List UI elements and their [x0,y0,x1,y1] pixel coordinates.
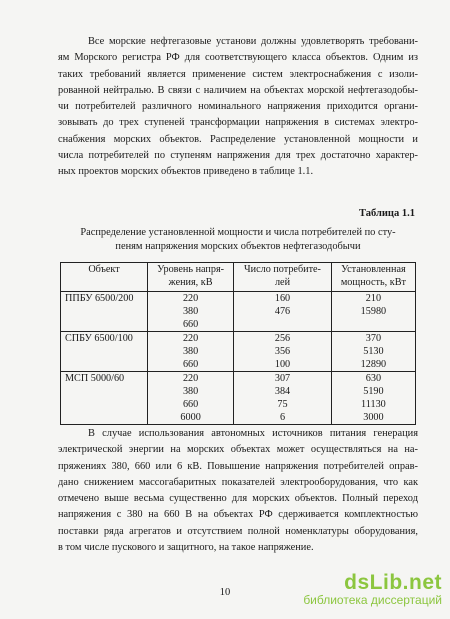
cell-power [331,332,415,372]
cell-value: 660 [182,399,199,410]
paragraph-intro [58,34,418,181]
cell-voltage [148,292,234,332]
header-power [331,263,415,292]
cell-value: 220 [182,373,199,384]
text-line: таких требований является применение систем электроснабжения с изоли- [58,68,418,80]
header-text: мощность, кВт [340,277,406,288]
cell-value: 100 [274,359,291,370]
cell-value: 160 [274,293,291,304]
text-line: электрической энергии на морских объектах может осуществляться на на- [58,444,418,456]
watermark [303,571,442,607]
header-consumers [234,263,332,292]
cell-value: 15980 [360,306,387,317]
cell-value: 630 [365,373,382,384]
table-header-row [61,263,416,292]
cell-consumers [234,372,332,425]
cell-value: 11130 [361,399,386,410]
cell-object: СПБУ 6500/100 [61,332,148,372]
table-label: Таблица 1.1 [359,208,415,219]
cell-value: 660 [182,359,199,370]
cell-value: 384 [274,386,291,397]
cell-value: 6 [279,412,286,423]
cell-voltage [148,372,234,425]
header-text: Установленная [341,264,406,275]
cell-power [331,292,415,332]
cell-consumers [234,292,332,332]
header-text: лей [274,277,291,288]
cell-value: 6000 [180,412,201,423]
caption-line: пеням напряжения морских объектов нефтегазодобычи [115,241,361,252]
text-line: напряжения с 380 на 660 В на объектах РФ сдерживается комплектностью [58,509,418,521]
cell-value: 256 [274,333,291,344]
table-row [61,372,416,425]
caption-line: Распределение установленной мощности и числа потребителей по сту- [80,227,396,238]
cell-value: 210 [365,293,382,304]
text-line: в том числе пускового и защитного, на такое напряжение. [58,542,314,554]
watermark-logo: dsLib.net [344,571,442,594]
text-line: ных проектов морских объектов приведено в таблице 1.1. [58,166,314,178]
paragraph-autonomous-sources [58,426,418,556]
header-object [61,263,148,292]
text-line: зовывать до трех ступеней трансформации напряжения в системах электро- [58,117,418,129]
cell-value: 75 [277,399,288,410]
cell-value: 476 [274,306,291,317]
header-text: Уровень напря- [157,264,225,275]
cell-value: 660 [182,319,199,330]
text-line: Все морские нефтегазовые установи должны удовлетворять требовани- [88,36,418,47]
header-text: Объект [88,264,120,275]
text-line: поставки ряда агрегатов и отсутствием полной номенклатуры оборудования, [58,525,418,537]
cell-value: 307 [274,373,291,384]
cell-voltage [148,332,234,372]
header-voltage [148,263,234,292]
text-line: снабжения морских объектов. Распределение установленной мощности и [58,133,418,145]
cell-value: 356 [274,346,291,357]
text-line: чи потребителей различного номинального напряжения приходится органи- [58,101,418,113]
cell-value: 12890 [360,359,387,370]
text-line: отмечено выше весьма существенно для морских объектов. Полный переход [58,493,418,505]
text-line: числа потребителей по ступеням напряжения для трех достаточно характер- [58,150,418,162]
cell-consumers [234,332,332,372]
table-caption [58,226,418,254]
cell-power [331,372,415,425]
table-row [61,292,416,332]
cell-value: 220 [182,293,199,304]
text-line: дано снижением массогабаритных показателей электрооборудования, что как [58,476,418,488]
cell-value: 380 [182,306,199,317]
cell-value: 220 [182,333,199,344]
cell-object: ППБУ 6500/200 [61,292,148,332]
table-row [61,332,416,372]
watermark-subtitle: библиотека диссертаций [303,593,442,607]
cell-value: 5130 [363,346,384,357]
text-line: В случае использования автономных источников питания генерация [88,428,418,439]
cell-object: МСП 5000/60 [61,372,148,425]
cell-value: 380 [182,386,199,397]
text-line: пряжениях 380, 660 или 6 кВ. Повышение напряжения потребителей оправ- [58,460,418,472]
cell-value: 3000 [363,412,384,423]
cell-value: 370 [365,333,382,344]
header-text: жения, кВ [168,277,213,288]
text-line: рованной нейтралью. В связи с наличием на объектах морской нефтегазодобы- [58,84,418,96]
header-text: Число потребите- [244,264,321,275]
cell-value: 5190 [363,386,384,397]
data-table [60,262,416,425]
page-number: 10 [219,587,231,598]
text-line: ям Морского регистра РФ для соответствующего класса объектов. Одним из [58,52,418,64]
cell-value: 380 [182,346,199,357]
